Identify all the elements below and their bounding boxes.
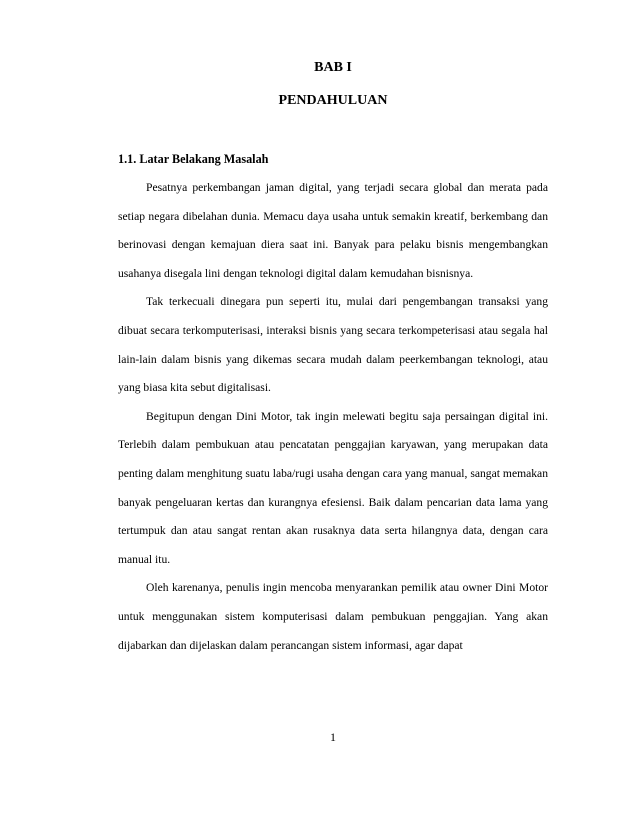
paragraph: Tak terkecuali dinegara pun seperti itu, mulai dari pengembangan transaksi yang dibuat secara terkomputerisasi, interaksi bisnis yang secara terkompeterisasi atau segala hal lain-lain dalam bisnis yang dikemas secara mudah dalam peerkembangan teknologi, atau yang biasa kita sebut digitalisasi. xyxy=(118,295,548,395)
chapter-number: BAB I xyxy=(314,60,352,75)
paragraph: Pesatnya perkembangan jaman digital, yang terjadi secara global dan merata pada setiap negara dibelahan dunia. Memacu daya usaha untuk semakin kreatif, berkembang dan berinovasi dengan kemajuan diera saat ini. Banyak para pelaku bisnis mengembangkan usahanya disegala lini dengan teknologi digital dalam kemudahan bisnisnya. xyxy=(118,181,548,280)
section-heading: 1.1. Latar Belakang Masalah xyxy=(118,152,269,166)
body-text xyxy=(118,174,548,660)
chapter-title: PENDAHULUAN xyxy=(278,93,388,108)
paragraph: Begitupun dengan Dini Motor, tak ingin melewati begitu saja persaingan digital ini. Terlebih dalam pembukuan atau pencatatan penggajian karyawan, yang merupakan data penting dalam menghitung suatu laba/rugi usaha dengan cara yang manual, sangat memakan banyak pengeluaran kertas dan kurangnya efesiensi. Baik dalam pencarian data lama yang tertumpuk dan atau sangat rentan akan rusaknya data serta hilangnya data, dengan cara manual itu. xyxy=(118,409,548,566)
page-number: 1 xyxy=(330,730,336,744)
paragraph: Oleh karenanya, penulis ingin mencoba menyarankan pemilik atau owner Dini Motor untuk menggunakan sistem komputerisasi dalam pembukuan penggajian. Yang akan dijabarkan dan dijelaskan dalam perancangan sistem informasi, agar dapat xyxy=(118,581,548,652)
